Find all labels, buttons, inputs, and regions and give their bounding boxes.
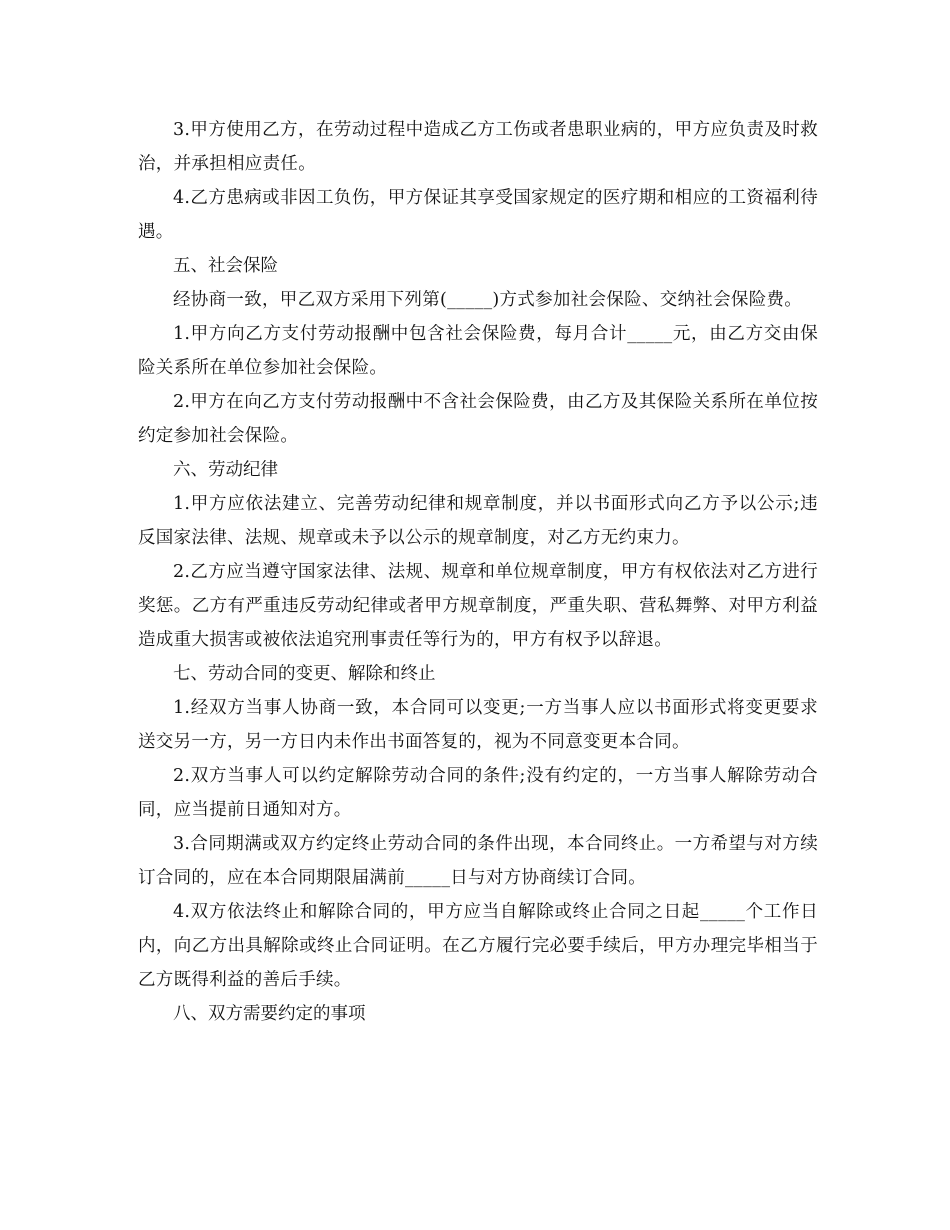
clause-5-intro: 经协商一致，甲乙双方采用下列第(_____)方式参加社会保险、交纳社会保险费。 xyxy=(173,290,803,310)
section-heading-agreed-matters: 八、双方需要约定的事项 xyxy=(173,1004,366,1024)
clause-6-1: 1.甲方应依法建立、完善劳动纪律和规章制度，并以书面形式向乙方予以公示;违反国家法律、法规、规章或未予以公示的规章制度，对乙方无约束力。 xyxy=(138,494,818,548)
clause-6-2: 2.乙方应当遵守国家法律、法规、规章和单位规章制度，甲方有权依法对乙方进行奖惩。乙方有严重违反劳动纪律或者甲方规章制度，严重失职、营私舞弊、对甲方利益造成重大损害或被依法追究刑事责任等行为的，甲方有权予以辞退。 xyxy=(138,562,818,650)
clause-7-3: 3.合同期满或双方约定终止劳动合同的条件出现，本合同终止。一方希望与对方续订合同的，应在本合同期限届满前_____日与对方协商续订合同。 xyxy=(138,834,818,888)
clause-7-2: 2.双方当事人可以约定解除劳动合同的条件;没有约定的，一方当事人解除劳动合同，应当提前日通知对方。 xyxy=(138,766,818,820)
clause-7-1: 1.经双方当事人协商一致，本合同可以变更;一方当事人应以书面形式将变更要求送交另一方，另一方日内未作出书面答复的，视为不同意变更本合同。 xyxy=(138,698,818,752)
clause-5-1: 1.甲方向乙方支付劳动报酬中包含社会保险费，每月合计_____元，由乙方交由保险关系所在单位参加社会保险。 xyxy=(138,324,818,378)
document-body xyxy=(138,113,818,1031)
clause-5-2: 2.甲方在向乙方支付劳动报酬中不含社会保险费，由乙方及其保险关系所在单位按约定参加社会保险。 xyxy=(138,392,818,446)
clause-4-3: 3.甲方使用乙方，在劳动过程中造成乙方工伤或者患职业病的，甲方应负责及时救治，并承担相应责任。 xyxy=(138,120,818,174)
section-heading-contract-changes: 七、劳动合同的变更、解除和终止 xyxy=(173,664,436,684)
clause-7-4: 4.双方依法终止和解除合同的，甲方应当自解除或终止合同之日起_____个工作日内，向乙方出具解除或终止合同证明。在乙方履行完必要手续后，甲方办理完毕相当于乙方既得利益的善后手续。 xyxy=(138,902,818,990)
section-heading-social-insurance: 五、社会保险 xyxy=(173,256,278,276)
clause-4-4: 4.乙方患病或非因工负伤，甲方保证其享受国家规定的医疗期和相应的工资福利待遇。 xyxy=(138,188,818,242)
section-heading-labor-discipline: 六、劳动纪律 xyxy=(173,460,278,480)
